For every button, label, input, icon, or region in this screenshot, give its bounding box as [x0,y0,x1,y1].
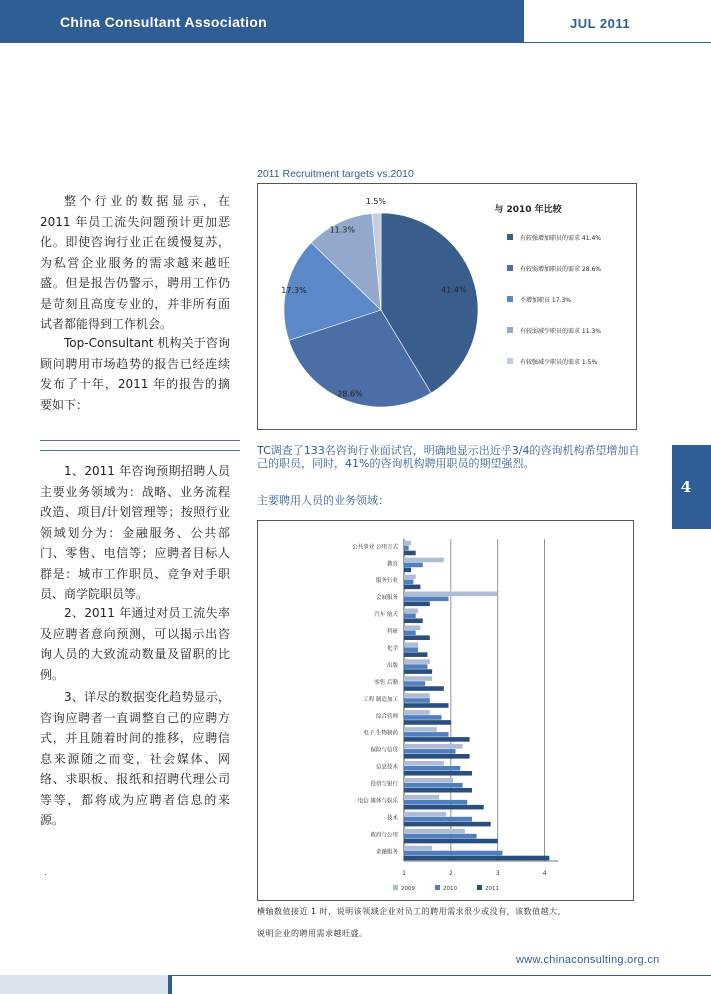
bar-2009-14 [404,778,453,783]
footer-line [172,975,711,976]
pie-slice-label-4: 1.5% [365,197,387,207]
bar-2010-17 [404,834,477,839]
bar-2009-15 [404,795,439,800]
bar-category-label-11: 电子 生物制药 [363,730,398,737]
bar-2011-12 [404,754,470,759]
bar-2010-13 [404,766,460,771]
bar-2009-1 [404,558,444,563]
bar-2009-17 [404,829,465,834]
report-paragraph: Top-Consultant 机构关于咨询顾问聘用市场趋势的报告已经连续发布了十年，2011 年的报告的摘要如下： [40,336,230,412]
bar-2010-14 [404,783,463,788]
bar-2010-11 [404,732,449,737]
section-rule-bottom [40,450,240,451]
bar-2011-16 [404,822,491,827]
footnote-line-1: 横轴数值接近 1 时，说明该领域企业对员工的聘用需求很少或没有，该数值越大， [257,907,567,916]
pie-slice-label-1: 28.6% [337,389,363,399]
bar-2010-1 [404,563,423,568]
bar-category-label-17: 政府与公用 [370,832,398,839]
pie-legend-label-3: 有较弱减少职员的需求 11.3% [520,328,601,335]
header-rule [524,42,711,43]
bar-2010-6 [404,647,418,652]
bar-category-label-6: 化学 [386,646,398,653]
bar-2009-16 [404,812,446,817]
pie-chart-frame [257,183,637,430]
pie-legend-swatch-1 [507,265,513,271]
bar-category-label-13: 信息技术 [375,764,398,771]
pie-slice-label-3: 11.3% [329,225,355,235]
intro-paragraph: 整个行业的数据显示，在 2011 年员工流失问题预计更加恶化。即使咨询行业正在缓慢复苏，为私営企业服务的需求越来越旺盛。但是报告仍警示，聘用工作仍是苛刻且高度专业的，并非所有面试者都能得到工作机会。 [40,194,230,331]
bar-2011-15 [404,805,484,810]
pie-legend-title: 与 2010 年比较 [494,205,562,215]
bar-2010-0 [404,546,409,551]
summary-item-2: 2、2011 年通过对员工流失率及应聘者意向预测，可以揭示出咨询人员的大致流动数量及留职的比例。 [40,606,230,682]
footer-accent [168,975,172,994]
summary-item-1: 1、2011 年咨询预期招聘人员主要业务领域为：战略、业务流程改造、项目/计划管理等；按照行业领域划分为：金融服务、公共部门、零售、电信等；应聘者目标人群是：城市工作职员、竞争对手职员、商学院职员等。 [40,464,230,601]
bar-2010-5 [404,630,416,635]
bar-legend-label-0: 2009 [401,886,415,892]
bar-2009-13 [404,761,444,766]
pie-slice-label-2: 17.3% [281,286,307,296]
bar-x-tick-3: 4 [542,870,547,877]
bar-2009-0 [404,541,411,546]
bar-2010-16 [404,817,472,822]
header-title: China Consultant Association [60,14,268,30]
pie-legend-label-1: 有较弱增加职员的需求 28.6% [520,266,601,273]
bar-2010-12 [404,749,456,754]
bar-2011-18 [404,856,549,861]
bar-2010-8 [404,681,425,686]
bar-chart-frame [257,520,634,901]
bar-chart [258,521,633,900]
bar-2011-8 [404,686,444,691]
bar-category-label-18: 金融服务 [375,849,398,856]
bar-2010-3 [404,597,449,602]
footer-website[interactable]: www.chinaconsulting.org.cn [516,954,660,966]
dot-mark: . [44,868,47,877]
pie-chart [258,184,636,429]
bar-2011-1 [404,568,411,573]
bar-2011-17 [404,839,498,844]
bar-2009-3 [404,592,498,597]
bar-category-label-9: 工程 制造加工 [363,696,398,703]
bar-category-label-1: 教育 [386,561,398,568]
bar-2009-9 [404,693,430,698]
bar-category-label-2: 服务行业 [375,578,398,585]
bar-2011-0 [404,551,416,556]
summary-item-3: 3、详尽的数据变化趋势显示，咨询应聘者一直调整自己的应聘方式，并且随着时间的推移，应聘信息来源随之而变，社会媒体、网络、求职板、报纸和招聘代理公司等等，都将成为应聘者信息的来源。 [40,690,230,827]
bar-2011-14 [404,788,472,793]
bar-2010-18 [404,851,502,856]
pie-legend-swatch-2 [507,296,513,302]
bar-category-label-15: 电信 媒体与娱乐 [357,798,398,805]
bar-2009-10 [404,710,430,715]
bar-legend-swatch-0 [393,885,398,890]
pie-legend-swatch-4 [507,358,513,364]
bar-2009-7 [404,659,430,664]
bar-2011-2 [404,585,420,590]
bar-2010-4 [404,613,416,618]
bar-2011-4 [404,618,423,623]
pie-legend-swatch-0 [507,234,513,240]
bar-x-tick-2: 3 [495,870,500,877]
pie-slice-label-0: 41.4% [441,285,467,295]
bar-category-label-8: 零售 后勤 [374,679,398,686]
bar-2011-3 [404,602,430,607]
bar-chart-heading: 主要聘用人员的业务领域： [257,494,389,507]
pie-chart-title: 2011 Recruitment targets vs.2010 [257,168,414,180]
bar-2011-9 [404,703,449,708]
bar-x-tick-1: 2 [448,870,453,877]
bar-category-label-10: 综合管理 [375,713,398,720]
bar-category-label-5: 科研 [386,629,398,636]
header-date: JUL 2011 [570,16,631,31]
bar-2011-10 [404,720,451,725]
bar-2009-12 [404,744,463,749]
bar-category-label-4: 汽车 航天 [374,612,398,619]
bar-2009-2 [404,575,416,580]
bar-category-label-3: 会展服务 [375,595,398,602]
bar-legend-swatch-2 [477,885,482,890]
bar-2011-5 [404,635,430,640]
bar-2009-6 [404,642,418,647]
bar-category-label-14: 投资与银行 [370,781,398,788]
bar-category-label-16: 技术 [386,815,398,822]
pie-legend-label-4: 有较强减少职员的需求 1.5% [520,359,598,366]
bar-category-label-0: 公共事业 公用方式 [352,544,398,551]
footnote-line-2: 说明企业的聘用需求越旺盛。 [257,929,368,938]
bar-2010-10 [404,715,442,720]
pie-legend-label-0: 有较强增加职员的需求 41.4% [520,235,601,242]
bar-2009-5 [404,625,420,630]
bar-2009-18 [404,846,432,851]
bar-x-tick-0: 1 [402,870,406,877]
bar-legend-label-2: 2011 [485,886,499,892]
bar-2011-7 [404,669,432,674]
bar-2010-7 [404,664,427,669]
footer-bar [0,975,168,994]
pie-legend-swatch-3 [507,327,513,333]
pie-legend-label-2: 不增加职员 17.3% [520,297,571,304]
bar-2011-13 [404,771,472,776]
page-number: 4 [680,478,692,496]
bar-2010-9 [404,698,430,703]
survey-caption: TC调查了133名咨询行业面试官，明确地显示出近乎3/4的咨询机构希望增加自己的职员，同时，41%的咨询机构聘用职员的期望强烈。 [257,444,640,470]
section-rule-top [40,440,240,441]
bar-legend-swatch-1 [435,885,440,890]
bar-2011-11 [404,737,470,742]
bar-category-label-7: 出版 [386,662,398,669]
bar-2009-8 [404,676,432,681]
bar-2009-11 [404,727,437,732]
bar-2010-2 [404,580,413,585]
bar-legend-label-1: 2010 [443,886,457,892]
bar-2010-15 [404,800,467,805]
bar-2011-6 [404,652,427,657]
bar-category-label-12: 保险与信贷 [370,747,398,754]
bar-2009-4 [404,608,418,613]
